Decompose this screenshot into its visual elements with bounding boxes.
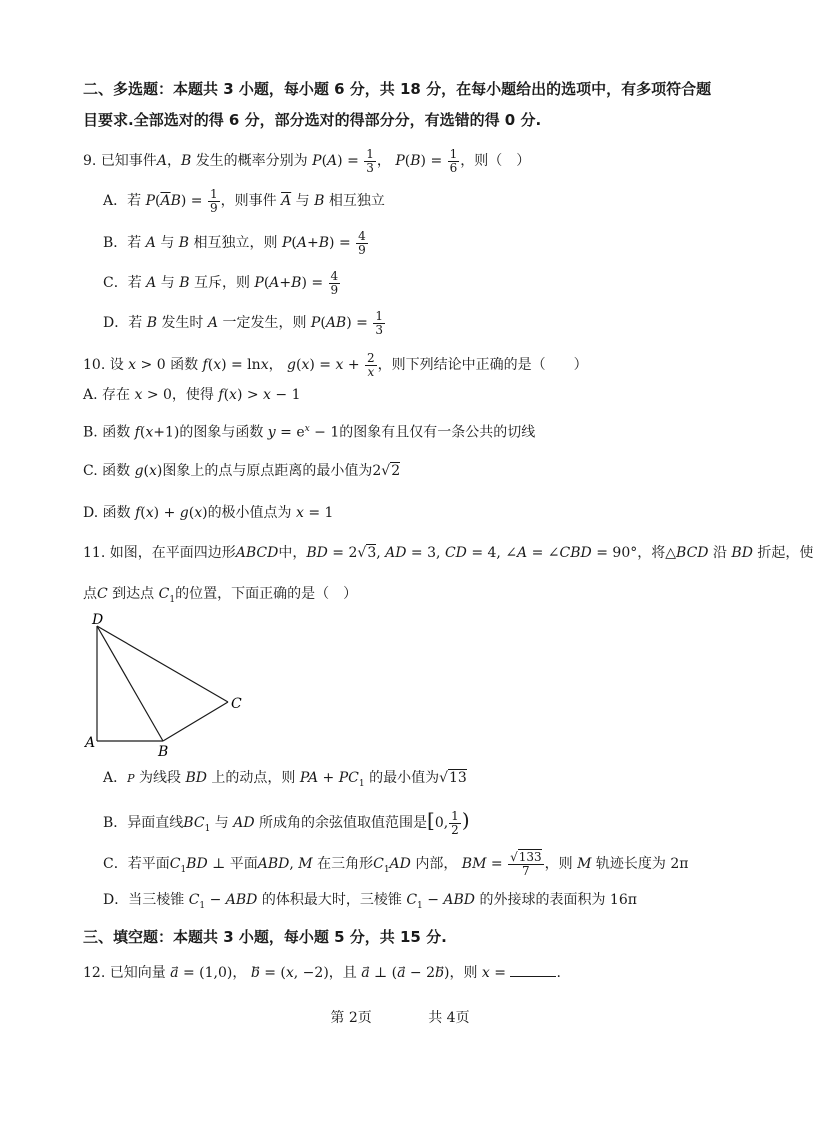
section3-header: 三、填空题：本题共 3 小题，每小题 5 分，共 15 分. (83, 928, 447, 946)
q10-opt-b-prefix: B. 函数 (83, 424, 131, 441)
q11-opt-a-prefix: A． (103, 770, 128, 786)
section2-header-line2: 目要求.全部选对的得 6 分，部分选对的得部分分，有选错的得 0 分. (83, 111, 542, 129)
q9-opt-c-prefix: C．若 (103, 275, 142, 292)
q9-opt-a-prefix: A．若 (103, 193, 142, 210)
q10-option-c: C. 函数 g(x)图象上的点与原点距离的最小值为2√2 (83, 463, 401, 479)
q11-stem-text-4: 沿 (712, 545, 727, 561)
q11-opt-d-mid2: 的外接球的表面积为 (479, 892, 606, 908)
fraction: $\frac{1}{3}$ (366, 147, 374, 175)
q9-opt-d-prefix: D．若 (103, 315, 143, 332)
q10-opt-c-mid: 图象上的点与原点距离的最小值为 (162, 463, 373, 479)
question-12-stem: 12. 已知向量 a⃗ = (1,0)， b⃗ = (x, −2)，且 a⃗ ⊥ (a⃗ − 2b⃗)，则 x = . (83, 965, 561, 981)
q10-opt-a-mid: ，使得 (171, 387, 214, 403)
q11-option-c: C．若平面$C_1BD$ ⊥ 平面ABD, M 在三角形$C_1AD$ 内部， BM = $\frac{√133}{7}$ ，则 M 轨迹长度为 2π (103, 850, 689, 878)
q11-opt-a-mid: 为线段 (138, 770, 181, 786)
edge-dc (97, 626, 228, 702)
q9-opt-a-mid: ，则事件 (220, 193, 277, 210)
fraction: $\frac{√133}{7}$ (510, 850, 542, 878)
q9-opt-b-mid: 相互独立，则 (193, 235, 278, 252)
q11-stem-text-3: ，将 (637, 545, 666, 561)
question-number: 10. (83, 357, 106, 374)
q10-option-d: D. 函数 f(x) + g(x)的极小值点为 x = 1 (83, 505, 334, 521)
fraction: $\frac{2}{x}$ (367, 351, 375, 379)
q11-stem-line2-a: 点 (83, 586, 97, 602)
answer-blank[interactable] (510, 976, 556, 977)
q11-opt-c-mid: 平面 (229, 856, 258, 873)
question-number: 9. (83, 153, 97, 170)
edge-db (97, 626, 163, 741)
question-number: 11. (83, 545, 106, 561)
question-11-stem-line2: 点C 到达点 $C_1$的位置，下面正确的是（ ） (83, 586, 358, 605)
q9-option-b: B．若 A 与 B 相互独立，则 P(A+B) = $\frac{4}{9}$ (103, 229, 366, 257)
page-footer (0, 1007, 800, 1027)
q10-opt-d-mid: 的极小值点为 (207, 505, 292, 521)
q10-opt-d-prefix: D. 函数 (83, 505, 131, 521)
q10-stem-text-2: 函数 (170, 357, 199, 374)
section2-header-line1: 二、多选题：本题共 3 小题，每小题 6 分，共 18 分，在每小题给出的选项中，有多项符合题 (83, 80, 712, 98)
q11-opt-c-mid3: 内部， (415, 856, 458, 873)
q11-opt-d-prefix: D．当三棱锥 (103, 892, 185, 908)
q11-option-d: D．当三棱锥 $C_1$ − ABD 的体积最大时，三棱锥 $C_1$ − ABD 的外接球的表面积为 16π (103, 892, 637, 911)
fraction: $\frac{1}{2}$ (451, 809, 459, 837)
q11-stem-text: 如图，在平面四边形 (109, 545, 236, 561)
q11-opt-b-mid2: 所成角的余弦值取值范围是 (259, 815, 427, 832)
q11-opt-c-mid5: 轨迹长度为 (595, 856, 666, 873)
q10-opt-b-suffix: 的图象有且仅有一条公共的切线 (339, 424, 536, 441)
quadrilateral-figure (80, 610, 250, 760)
fraction: $\frac{4}{9}$ (358, 229, 366, 257)
q9-opt-d-mid2: 一定发生，则 (222, 315, 307, 332)
q9-option-d: D．若 B 发生时 A 一定发生，则 P(AB) = $\frac{1}{3}$ (103, 309, 383, 337)
question-11-stem: 11. 如图，在平面四边形ABCD中，BD = 2√3, AD = 3, CD = 4, ∠A = ∠CBD = 90°，将△BCD 沿 BD 折起，使 (83, 545, 813, 561)
q11-option-b: B．异面直线$BC_1$ 与 AD 所成角的余弦值取值范围是[0, $\frac{1}{2}$ ) (103, 808, 470, 837)
q12-stem-text: 已知向量 (109, 965, 166, 981)
q10-opt-b-mid: 的图象与函数 (179, 424, 264, 441)
page-number: 第 2页 (330, 1010, 372, 1026)
q11-stem-text-5: 折起，使 (757, 545, 813, 561)
vertex-label-d: D (92, 612, 104, 628)
q11-opt-b-prefix: B．异面直线 (103, 815, 184, 832)
q9-opt-b-prefix: B．若 (103, 235, 142, 252)
q10-opt-a-prefix: A. 存在 (83, 387, 131, 403)
fraction: $\frac{1}{6}$ (449, 147, 458, 175)
vertex-label-b: B (158, 744, 169, 760)
q12-stem-text-3: ，则 (449, 965, 478, 981)
q11-option-a: A．P 为线段 BD 上的动点，则 PA + $PC_1$ 的最小值为√13 (103, 770, 467, 789)
question-9-stem: 9. 已知事件A，B 发生的概率分别为 P(A) = $\frac{1}{3}$ ， P(B) = $\frac{1}{6}$ ，则（ ） (83, 147, 531, 175)
q10-option-a: A. 存在 x > 0，使得 f(x) > x − 1 (83, 387, 301, 403)
page-total: 共 4页 (428, 1010, 470, 1026)
q10-stem-text: 设 (109, 357, 124, 374)
q11-opt-b-mid: 与 (214, 815, 229, 832)
vertex-label-c: C (231, 696, 242, 712)
q10-stem-text-3: ，则下列结论中正确的是（ ） (377, 357, 588, 374)
q9-stem-text-2: 发生的概率分别为 (195, 153, 308, 170)
q11-stem-text-2: 中， (278, 545, 307, 561)
fraction: $\frac{1}{9}$ (209, 187, 218, 215)
q11-opt-c-prefix: C．若平面 (103, 856, 170, 873)
q11-opt-a-mid3: 的最小值为 (369, 770, 440, 786)
fraction: $\frac{1}{3}$ (375, 309, 383, 337)
q9-stem-text-3: ，则（ ） (460, 153, 531, 170)
q9-opt-c-mid: 互斥，则 (193, 275, 250, 292)
q10-opt-c-prefix: C. 函数 (83, 463, 131, 479)
q9-stem-text: 已知事件 (100, 153, 157, 170)
q12-stem-end: . (556, 965, 561, 981)
question-10-stem: 10. 设 x > 0 函数 f(x) = lnx， g(x) = x + $\frac{2}{x}$ ，则下列结论中正确的是（ ） (83, 351, 588, 379)
q11-opt-d-mid: 的体积最大时，三棱锥 (261, 892, 402, 908)
question-number: 12. (83, 965, 106, 981)
q9-option-c: C．若 A 与 B 互斥，则 P(A+B) = $\frac{4}{9}$ (103, 269, 339, 297)
edge-bc (163, 702, 228, 741)
q10-option-b: B. 函数 f(x+1)的图象与函数 $y = e^x - 1$的图象有且仅有一条公共的切线 (83, 424, 536, 441)
q11-stem-line2-b: 到达点 (112, 586, 155, 602)
q9-opt-d-mid: 发生时 (161, 315, 204, 332)
fraction: $\frac{4}{9}$ (330, 269, 339, 297)
q11-opt-c-mid4: ，则 (544, 856, 573, 873)
vertex-label-a: A (85, 735, 96, 751)
q11-stem-line2-c: 的位置，下面正确的是（ ） (175, 586, 358, 602)
q9-option-a: A．若 $P(\overline{A}B)$ = $\frac{1}{9}$ ，则事件 $\overline{A}$ 与 B 相互独立 (103, 187, 385, 215)
q11-opt-a-mid2: 上的动点，则 (211, 770, 296, 786)
q11-opt-c-mid2: 在三角形 (317, 856, 374, 873)
q9-opt-a-suffix: 相互独立 (328, 193, 385, 210)
q12-stem-text-2: ，且 (328, 965, 357, 981)
